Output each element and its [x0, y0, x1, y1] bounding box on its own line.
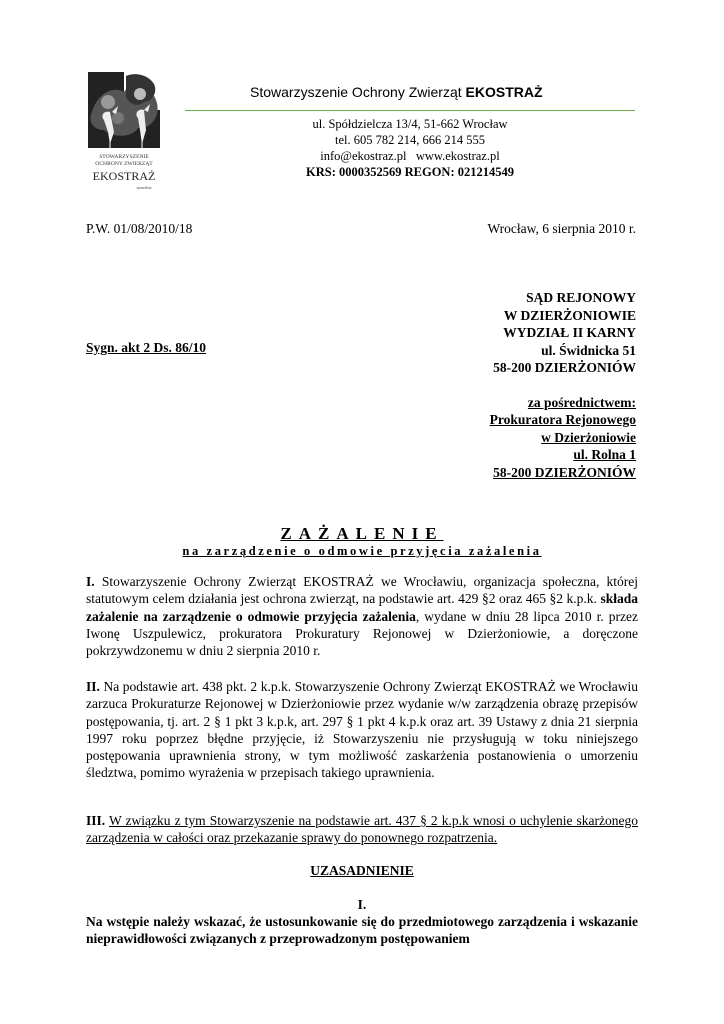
via-line-3: ul. Rolna 1 — [573, 447, 636, 462]
org-name-regular: Stowarzyszenie Ochrony Zwierząt — [250, 84, 466, 100]
court-line-3: WYDZIAŁ II KARNY — [503, 325, 636, 340]
logo-graphic — [88, 72, 160, 200]
website: www.ekostraz.pl — [415, 149, 500, 163]
phones: tel. 605 782 214, 666 214 555 — [335, 133, 485, 147]
paragraph-1-number: I. — [86, 574, 95, 589]
ekostraz-logo — [88, 72, 160, 200]
logo-text-1: STOWARZYSZENIE — [99, 154, 149, 160]
paragraph-3-number: III. — [86, 813, 106, 828]
via-line-2: w Dzierżoniowie — [541, 429, 636, 445]
via-line-4: 58-200 DZIERŻONIÓW — [493, 464, 636, 480]
paragraph-2-text: Na podstawie art. 438 pkt. 2 k.p.k. Stowarzyszenie Ochrony Zwierząt EKOSTRAŻ we Wrocławiu zarzuca Prokuraturze Rejonowej w Dzierżoniowie przez wydanie w/w zarządzenia obrazę przepisów postępowania, tj. art. 2 § 1 pkt 3 k.p.k, art. 297 § 1 pkt 4 k.p.k oraz art. 39 Ustawy z dnia 21 sierpnia 1997 roku poprzez błędne przyjęcie, iż Stowarzyszeniu nie przysługują w toku niniejszego postępowania uprawnienia strony, w tym możliwość zaskarżenia postanowienia o umorzeniu śledztwa, pomimo wyrażenia w przepisach takiego uprawnienia. — [86, 679, 638, 781]
paragraph-2-number: II. — [86, 679, 100, 694]
organization-name — [250, 84, 543, 100]
email-website — [240, 148, 580, 164]
paragraph-1-text-b: , wydane w dniu 28 lipca 2010 r. przez Iwonę Uszpulewicz, prokuratora Prokuratury Rejonowej w Dzierżoniowie, a doręczone pokrzywdzonemu w dniu 2 sierpnia 2010 r. — [86, 608, 638, 659]
paragraph-3 — [86, 812, 638, 847]
reference-number: P.W. 01/08/2010/18 — [86, 221, 193, 236]
document-title: ZAŻALENIE — [280, 524, 444, 543]
email: info@ekostraz.pl — [320, 149, 407, 163]
court-line-2: W DZIERŻONIOWIE — [503, 307, 636, 323]
org-name-bold: EKOSTRAŻ — [465, 84, 543, 100]
paragraph-3-text: W związku z tym Stowarzyszenie na podstawie art. 437 § 2 k.p.k wnosi o uchylenie skarżonego zarządzenia w całości oraz przekazanie sprawy do ponownego rozpatrzenia. — [86, 813, 638, 846]
court-line-1: SĄD REJONOWY — [526, 290, 636, 305]
logo-text-2: OCHRONY ZWIERZĄT — [95, 161, 153, 167]
paragraph-2 — [86, 678, 638, 782]
address: ul. Spółdzielcza 13/4, 51-662 Wrocław — [312, 117, 508, 131]
via-label: za pośrednictwem: — [527, 394, 636, 410]
paragraph-1-text-a: Stowarzyszenie Ochrony Zwierząt EKOSTRAŻ we Wrocławiu, organizacja społeczna, której statutowym celem działania jest ochrona zwierząt, na podstawie art. 429 §2 oraz 465 §2 k.p.k. — [86, 574, 638, 607]
section-heading: UZASADNIENIE — [310, 863, 414, 878]
intro-paragraph: Na wstępie należy wskazać, że ustosunkowanie się do przedmiotowego zarządzenia i wskazanie nieprawidłowości związanych z przeprowadzonym postępowaniem — [86, 914, 638, 947]
paragraph-1-bold: składa zażalenie na zarządzenie o odmowie przyjęcia zażalenia — [86, 591, 638, 624]
contact-block — [240, 116, 580, 180]
document-date: Wrocław, 6 sierpnia 2010 r. — [487, 221, 636, 236]
header-divider — [185, 110, 635, 111]
section-number: I. — [357, 897, 367, 912]
document-subtitle: na zarządzenie o odmowie przyjęcia zażalenia — [182, 544, 542, 558]
logo-text-4: wrocław — [136, 185, 152, 190]
registry-numbers: KRS: 0000352569 REGON: 021214549 — [306, 165, 514, 179]
court-address-block — [490, 289, 636, 481]
court-line-5: 58-200 DZIERŻONIÓW — [493, 360, 636, 375]
court-line-4: ul. Świdnicka 51 — [541, 342, 636, 358]
via-line-1: Prokuratora Rejonowego — [489, 412, 636, 427]
case-number: Sygn. akt 2 Ds. 86/10 — [86, 340, 207, 355]
logo-text-3: EKOSTRAŻ — [92, 169, 156, 183]
paragraph-1 — [86, 573, 638, 659]
